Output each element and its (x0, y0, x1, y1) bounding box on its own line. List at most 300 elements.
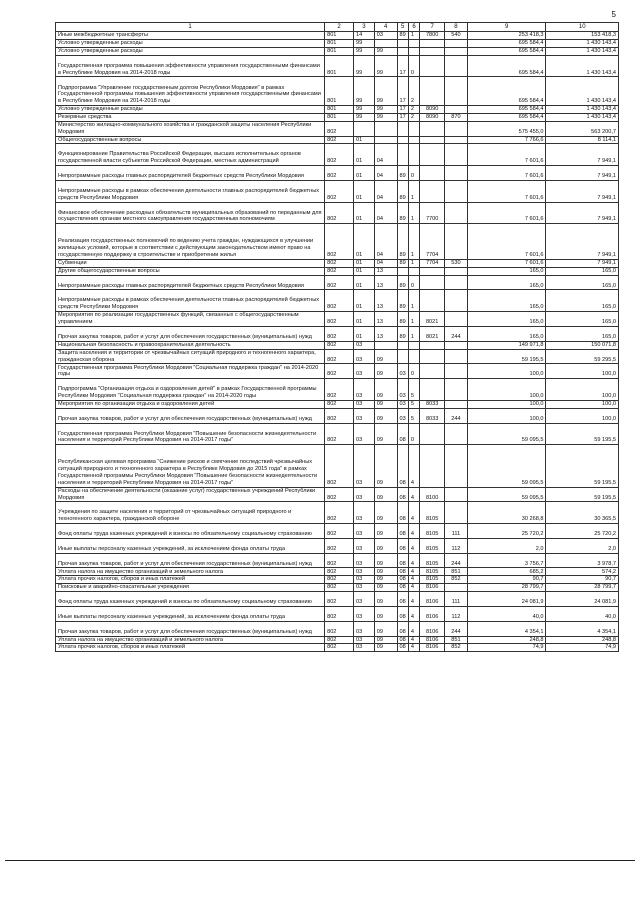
row-code-3: 01 (354, 290, 375, 312)
row-description: Государственная программа повышения эффективности управления государственными финансами в Республике Мордовия на 2014-2018 годы (56, 55, 325, 77)
row-amount-col9: 40,0 (467, 606, 546, 621)
row-code-6: 4 (408, 606, 419, 621)
row-code-7: 8106 (420, 621, 445, 636)
row-description: Условно утвержденные расходы (56, 39, 325, 47)
row-code-7: 8105 (420, 502, 445, 524)
row-amount-col9: 100,0 (467, 364, 546, 379)
row-amount-col9: 165,0 (467, 275, 546, 290)
row-code-6 (408, 267, 419, 275)
table-row (56, 400, 619, 408)
row-code-8 (445, 400, 468, 408)
table-row (56, 553, 619, 568)
row-code-5: 08 (397, 538, 408, 553)
row-code-4: 04 (374, 224, 397, 260)
table-row (56, 568, 619, 576)
row-amount-col10: 2,0 (546, 538, 619, 553)
row-description: Национальная безопасность и правоохранительная деятельность (56, 341, 325, 349)
row-code-4: 09 (374, 408, 397, 423)
row-code-3: 01 (354, 136, 375, 144)
row-amount-col10: 165,0 (546, 312, 619, 327)
row-code-8 (445, 144, 468, 166)
row-code-3: 03 (354, 553, 375, 568)
row-code-4: 09 (374, 349, 397, 364)
row-code-4: 09 (374, 606, 397, 621)
row-amount-col9: 59 095,5 (467, 487, 546, 502)
row-code-8 (445, 584, 468, 592)
row-code-7: 8105 (420, 568, 445, 576)
row-amount-col9: 7 766,6 (467, 136, 546, 144)
row-code-3: 03 (354, 502, 375, 524)
row-code-5: 08 (397, 502, 408, 524)
table-row (56, 423, 619, 445)
row-code-4: 09 (374, 636, 397, 644)
row-code-3: 03 (354, 606, 375, 621)
table-row (56, 408, 619, 423)
row-code-5: 17 (397, 77, 408, 106)
row-code-6: 1 (408, 32, 419, 40)
table-row (56, 312, 619, 327)
row-code-3: 01 (354, 312, 375, 327)
row-code-7: 8106 (420, 584, 445, 592)
table-row (56, 77, 619, 106)
row-code-6: 1 (408, 224, 419, 260)
row-code-7 (420, 341, 445, 349)
row-code-2: 802 (325, 364, 354, 379)
row-code-6: 4 (408, 568, 419, 576)
row-amount-col10: 248,8 (546, 636, 619, 644)
row-description: Государственная программа Республики Мордовия "Повышение безопасности жизнедеятельности населения и территорий Республики Мордовия на 2014-2017 годы" (56, 423, 325, 445)
row-code-2: 802 (325, 621, 354, 636)
row-amount-col9: 165,0 (467, 267, 546, 275)
row-amount-col10: 563 200,7 (546, 121, 619, 136)
header-cell: 9 (467, 23, 546, 32)
row-code-3: 01 (354, 326, 375, 341)
row-code-4: 09 (374, 621, 397, 636)
table-row (56, 39, 619, 47)
row-code-6: 4 (408, 524, 419, 539)
row-code-2: 802 (325, 502, 354, 524)
row-code-3: 99 (354, 77, 375, 106)
row-code-6: 4 (408, 553, 419, 568)
row-code-6: 4 (408, 576, 419, 584)
row-code-3: 99 (354, 55, 375, 77)
row-description: Условно утвержденные расходы (56, 47, 325, 55)
row-code-4: 09 (374, 400, 397, 408)
row-code-8: 851 (445, 568, 468, 576)
row-code-4: 13 (374, 290, 397, 312)
row-code-5: 89 (397, 259, 408, 267)
row-amount-col10: 30 365,5 (546, 502, 619, 524)
header-cell: 2 (325, 23, 354, 32)
row-code-6: 0 (408, 55, 419, 77)
row-code-5 (397, 341, 408, 349)
row-description: Непрограммные расходы главных распорядителей бюджетных средств Республики Мордовия (56, 275, 325, 290)
row-amount-col9: 90,7 (467, 576, 546, 584)
row-amount-col10: 574,2 (546, 568, 619, 576)
row-description: Прочая закупка товаров, работ и услуг для обеспечения государственных (муниципальных) нужд (56, 408, 325, 423)
table-row (56, 524, 619, 539)
row-code-8 (445, 290, 468, 312)
row-code-3: 03 (354, 644, 375, 652)
row-amount-col10: 100,0 (546, 379, 619, 401)
row-code-4: 04 (374, 144, 397, 166)
row-code-6: 4 (408, 538, 419, 553)
row-code-7 (420, 166, 445, 181)
row-code-3: 99 (354, 39, 375, 47)
row-amount-col9: 7 601,6 (467, 166, 546, 181)
row-code-6: 1 (408, 312, 419, 327)
budget-table-container (55, 22, 619, 652)
row-code-6 (408, 121, 419, 136)
row-code-2: 802 (325, 121, 354, 136)
table-row (56, 584, 619, 592)
row-code-8 (445, 487, 468, 502)
table-row (56, 606, 619, 621)
row-code-8 (445, 166, 468, 181)
row-code-3: 99 (354, 47, 375, 55)
table-row (56, 202, 619, 224)
row-code-6 (408, 136, 419, 144)
row-code-2: 802 (325, 326, 354, 341)
row-description: Финансовое обеспечение расходных обязательств муниципальных образований по переданным для осуществления органам местного самоуправления государственным полномочиям (56, 202, 325, 224)
row-code-4: 09 (374, 364, 397, 379)
row-amount-col9: 165,0 (467, 290, 546, 312)
row-description: Подпрограмма "Управление государственным долгом Республики Мордовия" в рамках Государственной программы повышения эффективности управления государственными финансами в Республике Мордовия на 2014-2018 годы (56, 77, 325, 106)
row-amount-col10: 25 720,2 (546, 524, 619, 539)
table-row (56, 341, 619, 349)
row-code-7 (420, 275, 445, 290)
row-amount-col10: 165,0 (546, 326, 619, 341)
row-code-5 (397, 121, 408, 136)
row-code-3: 03 (354, 349, 375, 364)
row-description: Уплата налога на имущество организаций и земельного налога (56, 568, 325, 576)
header-cell: 8 (445, 23, 468, 32)
row-amount-col9: 7 601,6 (467, 259, 546, 267)
row-description: Иные межбюджетные трансферты (56, 32, 325, 40)
row-code-5: 17 (397, 55, 408, 77)
row-code-8 (445, 180, 468, 202)
row-code-2: 801 (325, 113, 354, 121)
row-amount-col9: 575 455,0 (467, 121, 546, 136)
row-amount-col10: 1 430 143,4 (546, 47, 619, 55)
row-description: Уплата прочих налогов, сборов и иных платежей (56, 576, 325, 584)
row-code-7 (420, 349, 445, 364)
row-code-5: 08 (397, 423, 408, 445)
row-amount-col10: 59 295,5 (546, 349, 619, 364)
table-row (56, 379, 619, 401)
row-amount-col10: 150 071,8 (546, 341, 619, 349)
row-code-4 (374, 136, 397, 144)
row-code-4: 09 (374, 445, 397, 487)
row-amount-col10: 1 430 143,4 (546, 105, 619, 113)
row-code-5: 89 (397, 290, 408, 312)
row-description: Непрограммные расходы главных распорядителей бюджетных средств Республики Мордовия (56, 166, 325, 181)
row-amount-col9: 7 601,6 (467, 144, 546, 166)
row-code-6: 2 (408, 77, 419, 106)
row-amount-col10: 59 195,5 (546, 487, 619, 502)
row-code-3: 01 (354, 275, 375, 290)
row-amount-col9: 100,0 (467, 379, 546, 401)
row-code-7 (420, 180, 445, 202)
row-description: Мероприятия по реализации государственных функций, связанных с общегосударственным управлением (56, 312, 325, 327)
row-code-5 (397, 39, 408, 47)
row-amount-col9: 165,0 (467, 326, 546, 341)
row-code-2: 802 (325, 592, 354, 607)
table-row (56, 290, 619, 312)
row-code-5: 08 (397, 568, 408, 576)
row-code-3: 03 (354, 584, 375, 592)
table-row (56, 538, 619, 553)
row-amount-col9: 59 095,5 (467, 423, 546, 445)
row-amount-col9: 695 584,4 (467, 47, 546, 55)
row-code-4: 09 (374, 553, 397, 568)
row-code-8 (445, 423, 468, 445)
row-amount-col9: 149 971,8 (467, 341, 546, 349)
row-amount-col10: 100,0 (546, 408, 619, 423)
row-amount-col10: 153 418,3 (546, 32, 619, 40)
row-code-2: 802 (325, 259, 354, 267)
row-code-7: 7800 (420, 32, 445, 40)
row-description: Поисковые и аварийно-спасательные учреждения (56, 584, 325, 592)
row-code-2: 802 (325, 267, 354, 275)
row-code-7 (420, 364, 445, 379)
row-code-5: 89 (397, 202, 408, 224)
row-code-6: 1 (408, 326, 419, 341)
row-code-4: 09 (374, 502, 397, 524)
table-row (56, 636, 619, 644)
row-code-3: 03 (354, 576, 375, 584)
row-code-7: 8105 (420, 553, 445, 568)
row-code-2: 802 (325, 568, 354, 576)
row-code-5: 08 (397, 606, 408, 621)
row-amount-col9: 59 195,5 (467, 349, 546, 364)
row-amount-col10: 3 978,7 (546, 553, 619, 568)
row-code-2: 802 (325, 487, 354, 502)
row-code-3: 03 (354, 445, 375, 487)
row-code-6: 4 (408, 502, 419, 524)
table-row (56, 180, 619, 202)
table-row (56, 326, 619, 341)
row-code-5: 03 (397, 408, 408, 423)
row-code-3: 03 (354, 621, 375, 636)
row-description: Иные выплаты персоналу казенных учреждений, за исключением фонда оплаты труда (56, 538, 325, 553)
row-code-6: 4 (408, 592, 419, 607)
row-code-7: 8105 (420, 524, 445, 539)
row-code-4: 09 (374, 644, 397, 652)
row-code-2: 802 (325, 275, 354, 290)
row-amount-col10: 59 195,5 (546, 423, 619, 445)
row-code-2: 802 (325, 166, 354, 181)
table-row (56, 55, 619, 77)
row-code-8 (445, 341, 468, 349)
row-code-5: 08 (397, 487, 408, 502)
row-code-8 (445, 379, 468, 401)
table-row (56, 32, 619, 40)
row-amount-col10: 4 354,1 (546, 621, 619, 636)
row-amount-col10: 1 430 143,4 (546, 39, 619, 47)
row-code-2: 802 (325, 584, 354, 592)
row-code-3: 03 (354, 524, 375, 539)
row-code-6 (408, 341, 419, 349)
row-amount-col9: 24 081,9 (467, 592, 546, 607)
row-code-3: 03 (354, 364, 375, 379)
row-code-3: 99 (354, 105, 375, 113)
row-amount-col10: 74,9 (546, 644, 619, 652)
row-amount-col9: 25 720,2 (467, 524, 546, 539)
row-code-6: 5 (408, 400, 419, 408)
row-code-2: 801 (325, 77, 354, 106)
row-code-7 (420, 379, 445, 401)
row-code-8 (445, 136, 468, 144)
row-code-3: 01 (354, 202, 375, 224)
row-code-6: 0 (408, 423, 419, 445)
row-code-3: 01 (354, 166, 375, 181)
row-code-8 (445, 364, 468, 379)
row-code-5 (397, 144, 408, 166)
row-code-8 (445, 275, 468, 290)
header-cell: 6 (408, 23, 419, 32)
row-code-2: 802 (325, 644, 354, 652)
row-description: Подпрограмма "Организация отдыха и оздоровления детей" в рамках Государственной программы Республики Мордовия "Социальная поддержка граждан" на 2014-2020 годы (56, 379, 325, 401)
row-code-6: 2 (408, 113, 419, 121)
header-cell: 5 (397, 23, 408, 32)
row-amount-col9: 695 584,4 (467, 55, 546, 77)
row-code-8 (445, 77, 468, 106)
row-code-4 (374, 39, 397, 47)
row-code-7 (420, 290, 445, 312)
row-amount-col10: 1 430 143,4 (546, 113, 619, 121)
row-code-3: 03 (354, 400, 375, 408)
row-code-3: 03 (354, 636, 375, 644)
row-code-2: 802 (325, 144, 354, 166)
row-code-7: 8106 (420, 606, 445, 621)
row-code-4 (374, 341, 397, 349)
row-code-8 (445, 55, 468, 77)
table-row (56, 267, 619, 275)
row-amount-col9: 74,9 (467, 644, 546, 652)
row-code-6: 5 (408, 379, 419, 401)
row-code-5: 89 (397, 180, 408, 202)
table-row (56, 259, 619, 267)
row-description: Республиканская целевая программа "Снижение рисков и смягчение последствий чрезвычайных ситуаций природного и техногенного характера в Республике Мордовия до 2015 года" в рамках Государственной программы Республики Мордовия "Повышение безопасности жизнедеятельности населения и территорий Республики Мордовия на 2014-2017 годы" (56, 445, 325, 487)
row-code-2: 802 (325, 423, 354, 445)
row-code-2: 801 (325, 47, 354, 55)
row-code-4: 09 (374, 524, 397, 539)
row-code-2: 802 (325, 445, 354, 487)
row-code-7: 8106 (420, 592, 445, 607)
row-code-3: 01 (354, 224, 375, 260)
row-amount-col10: 24 081,9 (546, 592, 619, 607)
row-description: Защита населения и территории от чрезвычайных ситуаций природного и техногенного характера, гражданская оборона (56, 349, 325, 364)
row-code-2: 802 (325, 180, 354, 202)
row-description: Уплата прочих налогов, сборов и иных платежей (56, 644, 325, 652)
row-code-5: 08 (397, 621, 408, 636)
row-code-3: 03 (354, 408, 375, 423)
row-code-4: 04 (374, 166, 397, 181)
row-code-6: 5 (408, 408, 419, 423)
table-row (56, 113, 619, 121)
row-amount-col10: 59 195,5 (546, 445, 619, 487)
row-code-7: 7700 (420, 202, 445, 224)
row-code-7: 8090 (420, 113, 445, 121)
row-amount-col10: 100,0 (546, 364, 619, 379)
row-description: Другие общегосударственные вопросы (56, 267, 325, 275)
row-amount-col9: 7 601,6 (467, 202, 546, 224)
row-amount-col10: 7 949,1 (546, 180, 619, 202)
row-code-4: 13 (374, 267, 397, 275)
row-code-3: 03 (354, 568, 375, 576)
row-code-4: 99 (374, 113, 397, 121)
row-code-2: 802 (325, 312, 354, 327)
row-code-8 (445, 445, 468, 487)
row-description: Реализация государственных полномочий по ведению учета граждан, нуждающихся в улучшении жилищных условий, которые в соответствии с действующим законодательством имеют право на государственную поддержку в строительстве и приобретении жилья (56, 224, 325, 260)
row-code-4: 13 (374, 275, 397, 290)
row-code-8 (445, 202, 468, 224)
row-code-4: 04 (374, 202, 397, 224)
table-row (56, 364, 619, 379)
row-amount-col9: 30 268,8 (467, 502, 546, 524)
row-amount-col9: 695 584,4 (467, 39, 546, 47)
row-code-5: 08 (397, 592, 408, 607)
row-code-4: 13 (374, 312, 397, 327)
row-code-7: 8090 (420, 105, 445, 113)
row-code-7 (420, 77, 445, 106)
row-code-6: 0 (408, 275, 419, 290)
row-description: Общегосударственные вопросы (56, 136, 325, 144)
row-code-4: 99 (374, 77, 397, 106)
row-code-8: 530 (445, 259, 468, 267)
table-row (56, 621, 619, 636)
row-amount-col10: 7 949,1 (546, 166, 619, 181)
row-amount-col10: 90,7 (546, 576, 619, 584)
row-code-5: 08 (397, 524, 408, 539)
table-row (56, 121, 619, 136)
row-code-5: 08 (397, 553, 408, 568)
row-amount-col9: 695 584,4 (467, 77, 546, 106)
row-code-7: 8105 (420, 538, 445, 553)
row-code-2: 802 (325, 636, 354, 644)
row-code-5: 03 (397, 400, 408, 408)
row-code-2: 801 (325, 32, 354, 40)
row-code-4: 09 (374, 487, 397, 502)
row-code-3: 99 (354, 113, 375, 121)
row-code-6: 4 (408, 584, 419, 592)
row-amount-col9: 253 418,3 (467, 32, 546, 40)
row-code-5: 89 (397, 312, 408, 327)
header-cell: 7 (420, 23, 445, 32)
row-code-5: 08 (397, 644, 408, 652)
row-code-2: 802 (325, 349, 354, 364)
row-code-7: 8021 (420, 326, 445, 341)
row-amount-col10: 7 949,1 (546, 202, 619, 224)
row-code-6: 0 (408, 166, 419, 181)
row-code-3: 01 (354, 180, 375, 202)
row-code-4: 09 (374, 568, 397, 576)
row-code-2: 802 (325, 224, 354, 260)
row-code-6: 0 (408, 364, 419, 379)
row-code-6: 1 (408, 290, 419, 312)
header-cell: 10 (546, 23, 619, 32)
row-code-3: 03 (354, 487, 375, 502)
row-code-2: 801 (325, 105, 354, 113)
table-row (56, 576, 619, 584)
row-amount-col9: 100,0 (467, 408, 546, 423)
row-code-5: 89 (397, 326, 408, 341)
row-code-5: 08 (397, 576, 408, 584)
row-code-4: 09 (374, 592, 397, 607)
row-amount-col9: 2,0 (467, 538, 546, 553)
row-code-5: 08 (397, 445, 408, 487)
